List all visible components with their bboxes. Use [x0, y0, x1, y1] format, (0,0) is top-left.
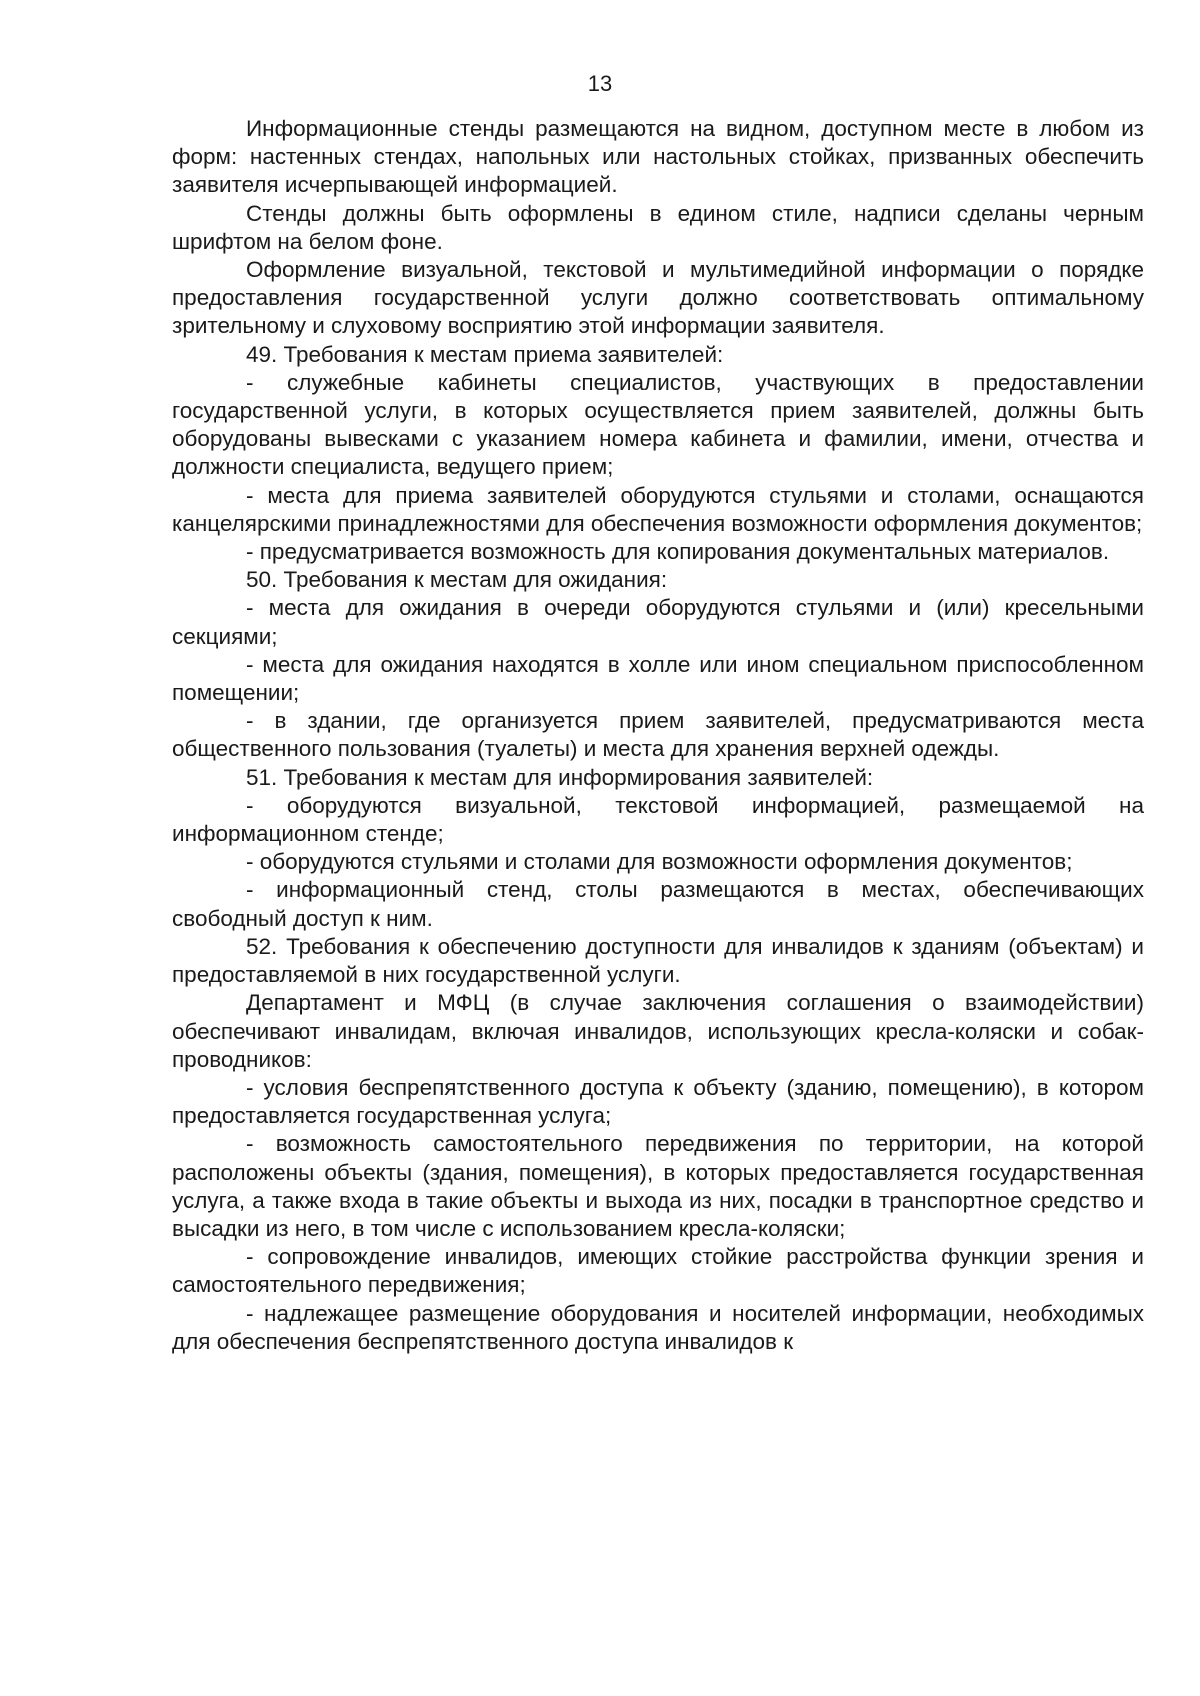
- list-item-barrier-free-access: - условия беспрепятственного доступа к объекту (зданию, помещению), в котором предоставляется государственная услуга;: [172, 1074, 1144, 1129]
- list-item-stand-access: - информационный стенд, столы размещаются в местах, обеспечивающих свободный доступ к ним.: [172, 877, 1144, 931]
- paragraph-visual-info-design: Оформление визуальной, текстовой и мультимедийной информации о порядке предоставления государственной услуги должно соответствовать оптимальному зрительному и слуховому восприятию этой информации заявителя.: [172, 257, 1144, 339]
- section-heading-49: 49. Требования к местам приема заявителей:: [246, 341, 724, 367]
- document-body: [172, 115, 1144, 1356]
- list-item-waiting-seats: - места для ожидания в очереди оборудуются стульями и (или) кресельными секциями;: [172, 595, 1144, 649]
- list-item-copying: - предусматривается возможность для копирования документальных материалов.: [246, 539, 1110, 565]
- section-heading-51: 51. Требования к местам для информирования заявителей:: [246, 764, 874, 790]
- list-item-escort: - сопровождение инвалидов, имеющих стойкие расстройства функции зрения и самостоятельного передвижения;: [172, 1244, 1144, 1298]
- list-item-waiting-hall: - места для ожидания находятся в холле или ином специальном приспособленном помещении;: [172, 651, 1144, 706]
- page-number: 13: [587, 71, 613, 96]
- list-item-office-signage: - служебные кабинеты специалистов, участвующих в предоставлении государственной услуги, в которых осуществляется прием заявителей, должны быть оборудованы вывесками с указанием номера кабинета и фамилии, имени, отчества и должности специалиста, ведущего прием;: [172, 369, 1144, 480]
- list-item-independent-movement: - возможность самостоятельного передвижения по территории, на которой расположены объекты (здания, помещения), в которых предоставляется государственная услуга, а также входа в такие объекты и выхода из них, посадки в транспортное средство и высадки из него, в том числе с использованием кресла-коляски;: [172, 1131, 1144, 1241]
- section-heading-50: 50. Требования к местам для ожидания:: [246, 567, 668, 593]
- section-heading-52: 52. Требования к обеспечению доступности для инвалидов к зданиям (объектам) и предоставляемой в них государственной услуги.: [172, 933, 1144, 988]
- list-item-public-facilities: - в здании, где организуется прием заявителей, предусматриваются места общественного пользования (туалеты) и места для хранения верхней одежды.: [172, 708, 1144, 762]
- paragraph-department-obligations: Департамент и МФЦ (в случае заключения соглашения о взаимодействии) обеспечивают инвалидам, включая инвалидов, использующих кресла-коляски и собак-проводников:: [172, 990, 1144, 1072]
- paragraph-info-stands-placement: Информационные стенды размещаются на видном, доступном месте в любом из форм: настенных стендах, напольных или настольных стойках, призванных обеспечить заявителя исчерпывающей информацией.: [172, 116, 1144, 198]
- paragraph-stands-style: Стенды должны быть оформлены в едином стиле, надписи сделаны черным шрифтом на белом фоне.: [172, 200, 1144, 254]
- list-item-info-furniture: - оборудуются стульями и столами для возможности оформления документов;: [246, 849, 1073, 875]
- list-item-equipment-placement: - надлежащее размещение оборудования и носителей информации, необходимых для обеспечения беспрепятственного доступа инвалидов к: [172, 1300, 1144, 1354]
- list-item-visual-info: - оборудуются визуальной, текстовой информацией, размещаемой на информационном стенде;: [172, 792, 1144, 847]
- list-item-reception-furniture: - места для приема заявителей оборудуются стульями и столами, оснащаются канцелярскими принадлежностями для обеспечения возможности оформления документов;: [172, 482, 1144, 536]
